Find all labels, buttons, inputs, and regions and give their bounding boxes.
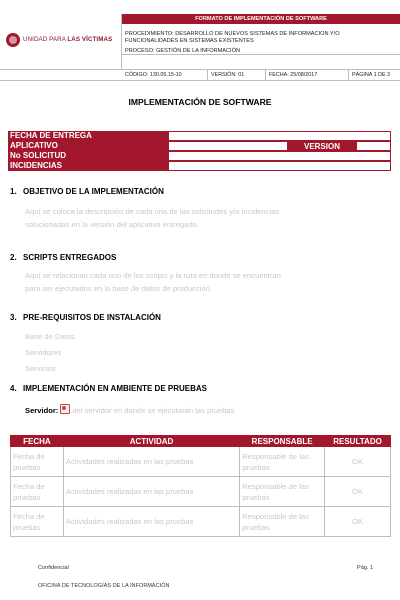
delivery-date-row: [8, 131, 391, 141]
confidential-label: Confidencial: [38, 565, 69, 571]
cell-responsable[interactable]: Responsable de las pruebas: [240, 477, 325, 507]
procedure-line-2: FUNCIONALIDADES EN SISTEMAS EXISTENTES: [125, 38, 254, 44]
section-2-number: 2.: [10, 253, 17, 262]
application-value[interactable]: [168, 141, 391, 151]
delivery-date-value[interactable]: [168, 131, 391, 141]
prerequisite-item: Servicios: [25, 364, 56, 373]
organization-logo-text: [23, 36, 112, 43]
section-1-title: OBJETIVO DE LA IMPLEMENTACIÓN: [23, 187, 164, 196]
section-3-number: 3.: [10, 313, 17, 322]
missing-reference-icon: [60, 404, 70, 414]
server-label: Servidor:: [25, 406, 59, 415]
version-label: VERSION: [287, 142, 357, 152]
request-row: [8, 151, 391, 161]
cell-actividad[interactable]: Actividades realizadas en las pruebas: [63, 447, 239, 477]
logo-cell: [0, 14, 122, 70]
section-2-placeholder: [25, 269, 395, 295]
table-row: [11, 507, 391, 537]
prerequisite-item: Servidores: [25, 348, 62, 357]
section-1-heading: [10, 187, 164, 196]
procedure-line-1: PROCEDIMIENTO: DESARROLLO DE NUEVOS SISTEMAS DE INFORMACIÓN Y/O: [125, 31, 340, 37]
cell-responsable[interactable]: Responsable de las pruebas: [240, 447, 325, 477]
test-activities-table: [10, 435, 391, 537]
section-2-title: SCRIPTS ENTREGADOS: [23, 253, 117, 262]
section-4-number: 4.: [10, 384, 17, 393]
header-divider-bottom: [0, 80, 400, 81]
cell-fecha[interactable]: Fecha de pruebas: [11, 507, 64, 537]
section-4-title: IMPLEMENTACIÓN EN AMBIENTE DE PRUEBAS: [23, 384, 208, 393]
process-text: PROCESO: GESTIÓN DE LA INFORMACIÓN: [122, 47, 400, 55]
section-3-title: PRE-REQUISITOS DE INSTALACIÓN: [23, 313, 161, 322]
prerequisites-list: [25, 329, 395, 377]
header-divider-top: [0, 69, 400, 70]
incidents-row: [8, 161, 391, 171]
column-header-resultado: RESULTADO: [325, 436, 391, 447]
section-1-placeholder-line-2: solucionadas en la versión del aplicativo entregado.: [25, 220, 199, 229]
table-row: [11, 477, 391, 507]
page-number: Pág. 1: [357, 565, 374, 571]
server-hint: del servidor en donde se ejecutarán las pruebas: [72, 406, 235, 415]
incidents-value[interactable]: [168, 161, 391, 171]
section-2-placeholder-line-1: Aquí se relacionan cada uno de los scripts y la ruta en donde se encuentran: [25, 271, 281, 280]
column-header-fecha: FECHA: [11, 436, 64, 447]
page-cell: PÁGINA 1 DE 3: [348, 70, 400, 80]
cell-resultado[interactable]: OK: [325, 507, 391, 537]
code-cell: CÓDIGO: 130.05.15-10: [125, 72, 182, 78]
section-1-placeholder: [25, 205, 395, 231]
request-label: No SOLICITUD: [8, 151, 168, 161]
section-1-number: 1.: [10, 187, 17, 196]
section-2-placeholder-line-2: para ser ejecutados en la base de datos de producción.: [25, 284, 213, 293]
date-cell: FECHA: 25/08/2017: [265, 70, 348, 80]
document-title: IMPLEMENTACIÓN DE SOFTWARE: [128, 97, 272, 107]
cell-fecha[interactable]: Fecha de pruebas: [11, 477, 64, 507]
cell-responsable[interactable]: Responsable de las pruebas: [240, 507, 325, 537]
procedure-text: [122, 31, 400, 47]
cell-fecha[interactable]: Fecha de pruebas: [11, 447, 64, 477]
logo-text-bold: LAS VÍCTIMAS: [67, 36, 113, 43]
application-label: APLICATIVO: [8, 141, 168, 151]
table-header-row: [11, 436, 391, 447]
cell-resultado[interactable]: OK: [325, 477, 391, 507]
form-title: FORMATO DE IMPLEMENTACIÓN DE SOFTWARE: [122, 14, 400, 24]
table-row: [11, 447, 391, 477]
logo-text-regular: UNIDAD PARA: [23, 36, 68, 43]
request-value[interactable]: [168, 151, 391, 161]
document-header: [0, 14, 400, 78]
delivery-date-label: FECHA DE ENTREGA: [8, 131, 168, 141]
prerequisite-item: Base de Datos: [25, 332, 75, 341]
section-3-heading: [10, 313, 161, 322]
version-cell: VERSIÓN: 01: [207, 70, 265, 80]
column-header-responsable: RESPONSABLE: [240, 436, 325, 447]
office-name: OFICINA DE TECNOLOGÍAS DE LA INFORMACIÓN: [38, 583, 170, 589]
section-2-heading: [10, 253, 116, 262]
cell-actividad[interactable]: Actividades realizadas en las pruebas: [63, 477, 239, 507]
section-4-heading: [10, 384, 207, 393]
cell-resultado[interactable]: OK: [325, 447, 391, 477]
server-line: [25, 403, 234, 415]
cell-actividad[interactable]: Actividades realizadas en las pruebas: [63, 507, 239, 537]
incidents-label: INCIDENCIAS: [8, 161, 168, 171]
application-row: [8, 141, 391, 151]
unidad-victimas-seal-icon: [6, 33, 20, 47]
section-1-placeholder-line-1: Aquí se coloca la descripción de cada una de las solicitudes y/o incidencias: [25, 207, 280, 216]
column-header-actividad: ACTIVIDAD: [63, 436, 239, 447]
